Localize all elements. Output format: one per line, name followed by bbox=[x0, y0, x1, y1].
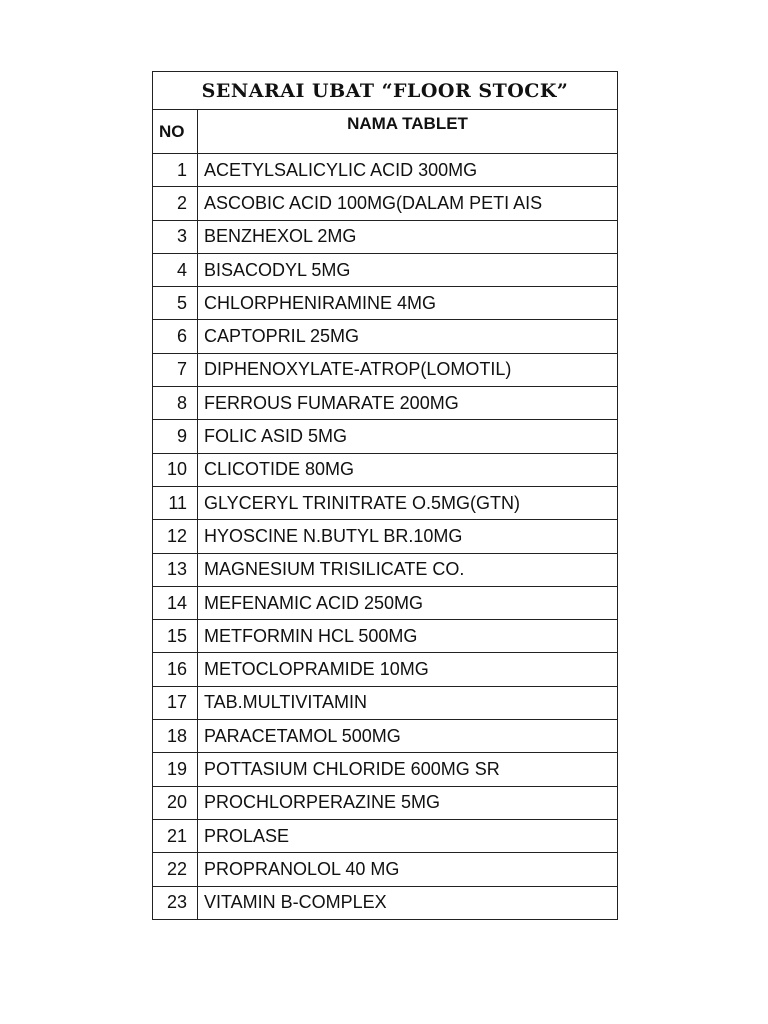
row-number: 16 bbox=[153, 653, 198, 686]
tablet-name: HYOSCINE N.BUTYL BR.10MG bbox=[198, 520, 618, 553]
tablet-name: VITAMIN B-COMPLEX bbox=[198, 886, 618, 919]
tablet-name: CAPTOPRIL 25MG bbox=[198, 320, 618, 353]
row-number: 9 bbox=[153, 420, 198, 453]
row-number: 12 bbox=[153, 520, 198, 553]
tablet-name: DIPHENOXYLATE-ATROP(LOMOTIL) bbox=[198, 353, 618, 386]
table-row bbox=[153, 453, 618, 486]
tablet-name: PROLASE bbox=[198, 819, 618, 852]
column-header-name: NAMA TABLET bbox=[198, 110, 618, 154]
tablet-name: PARACETAMOL 500MG bbox=[198, 720, 618, 753]
tablet-name: CHLORPHENIRAMINE 4MG bbox=[198, 287, 618, 320]
table-row bbox=[153, 220, 618, 253]
row-number: 21 bbox=[153, 819, 198, 852]
row-number: 14 bbox=[153, 586, 198, 619]
table-row bbox=[153, 819, 618, 852]
table-body bbox=[153, 154, 618, 920]
row-number: 6 bbox=[153, 320, 198, 353]
table-row bbox=[153, 586, 618, 619]
row-number: 2 bbox=[153, 187, 198, 220]
tablet-name: BISACODYL 5MG bbox=[198, 253, 618, 286]
tablet-name: PROPRANOLOL 40 MG bbox=[198, 853, 618, 886]
tablet-name: TAB.MULTIVITAMIN bbox=[198, 686, 618, 719]
row-number: 13 bbox=[153, 553, 198, 586]
table-row bbox=[153, 620, 618, 653]
tablet-name: METOCLOPRAMIDE 10MG bbox=[198, 653, 618, 686]
tablet-name: MEFENAMIC ACID 250MG bbox=[198, 586, 618, 619]
table-row bbox=[153, 353, 618, 386]
row-number: 18 bbox=[153, 720, 198, 753]
document-title: SENARAI UBAT “FLOOR STOCK” bbox=[153, 72, 618, 110]
row-number: 4 bbox=[153, 253, 198, 286]
table-row bbox=[153, 486, 618, 519]
tablet-name: MAGNESIUM TRISILICATE CO. bbox=[198, 553, 618, 586]
tablet-name: CLICOTIDE 80MG bbox=[198, 453, 618, 486]
row-number: 11 bbox=[153, 486, 198, 519]
row-number: 8 bbox=[153, 387, 198, 420]
table-row bbox=[153, 520, 618, 553]
row-number: 17 bbox=[153, 686, 198, 719]
table-row bbox=[153, 187, 618, 220]
row-number: 1 bbox=[153, 154, 198, 187]
table-row bbox=[153, 287, 618, 320]
medicine-table bbox=[152, 71, 618, 920]
table-row bbox=[153, 320, 618, 353]
tablet-name: ASCOBIC ACID 100MG(DALAM PETI AIS bbox=[198, 187, 618, 220]
row-number: 5 bbox=[153, 287, 198, 320]
tablet-name: BENZHEXOL 2MG bbox=[198, 220, 618, 253]
tablet-name: METFORMIN HCL 500MG bbox=[198, 620, 618, 653]
row-number: 3 bbox=[153, 220, 198, 253]
table-row bbox=[153, 853, 618, 886]
row-number: 23 bbox=[153, 886, 198, 919]
row-number: 19 bbox=[153, 753, 198, 786]
table-row bbox=[153, 420, 618, 453]
table-row bbox=[153, 753, 618, 786]
table-row bbox=[153, 720, 618, 753]
row-number: 22 bbox=[153, 853, 198, 886]
table-row bbox=[153, 253, 618, 286]
table-row bbox=[153, 686, 618, 719]
table-row bbox=[153, 387, 618, 420]
tablet-name: ACETYLSALICYLIC ACID 300MG bbox=[198, 154, 618, 187]
table-row bbox=[153, 154, 618, 187]
tablet-name: POTTASIUM CHLORIDE 600MG SR bbox=[198, 753, 618, 786]
table-row bbox=[153, 786, 618, 819]
tablet-name: FOLIC ASID 5MG bbox=[198, 420, 618, 453]
table-row bbox=[153, 886, 618, 919]
tablet-name: GLYCERYL TRINITRATE O.5MG(GTN) bbox=[198, 486, 618, 519]
tablet-name: PROCHLORPERAZINE 5MG bbox=[198, 786, 618, 819]
tablet-name: FERROUS FUMARATE 200MG bbox=[198, 387, 618, 420]
table-row bbox=[153, 553, 618, 586]
row-number: 15 bbox=[153, 620, 198, 653]
table-row bbox=[153, 653, 618, 686]
row-number: 10 bbox=[153, 453, 198, 486]
row-number: 7 bbox=[153, 353, 198, 386]
column-header-no: NO bbox=[153, 110, 198, 154]
row-number: 20 bbox=[153, 786, 198, 819]
document-sheet bbox=[152, 71, 617, 920]
